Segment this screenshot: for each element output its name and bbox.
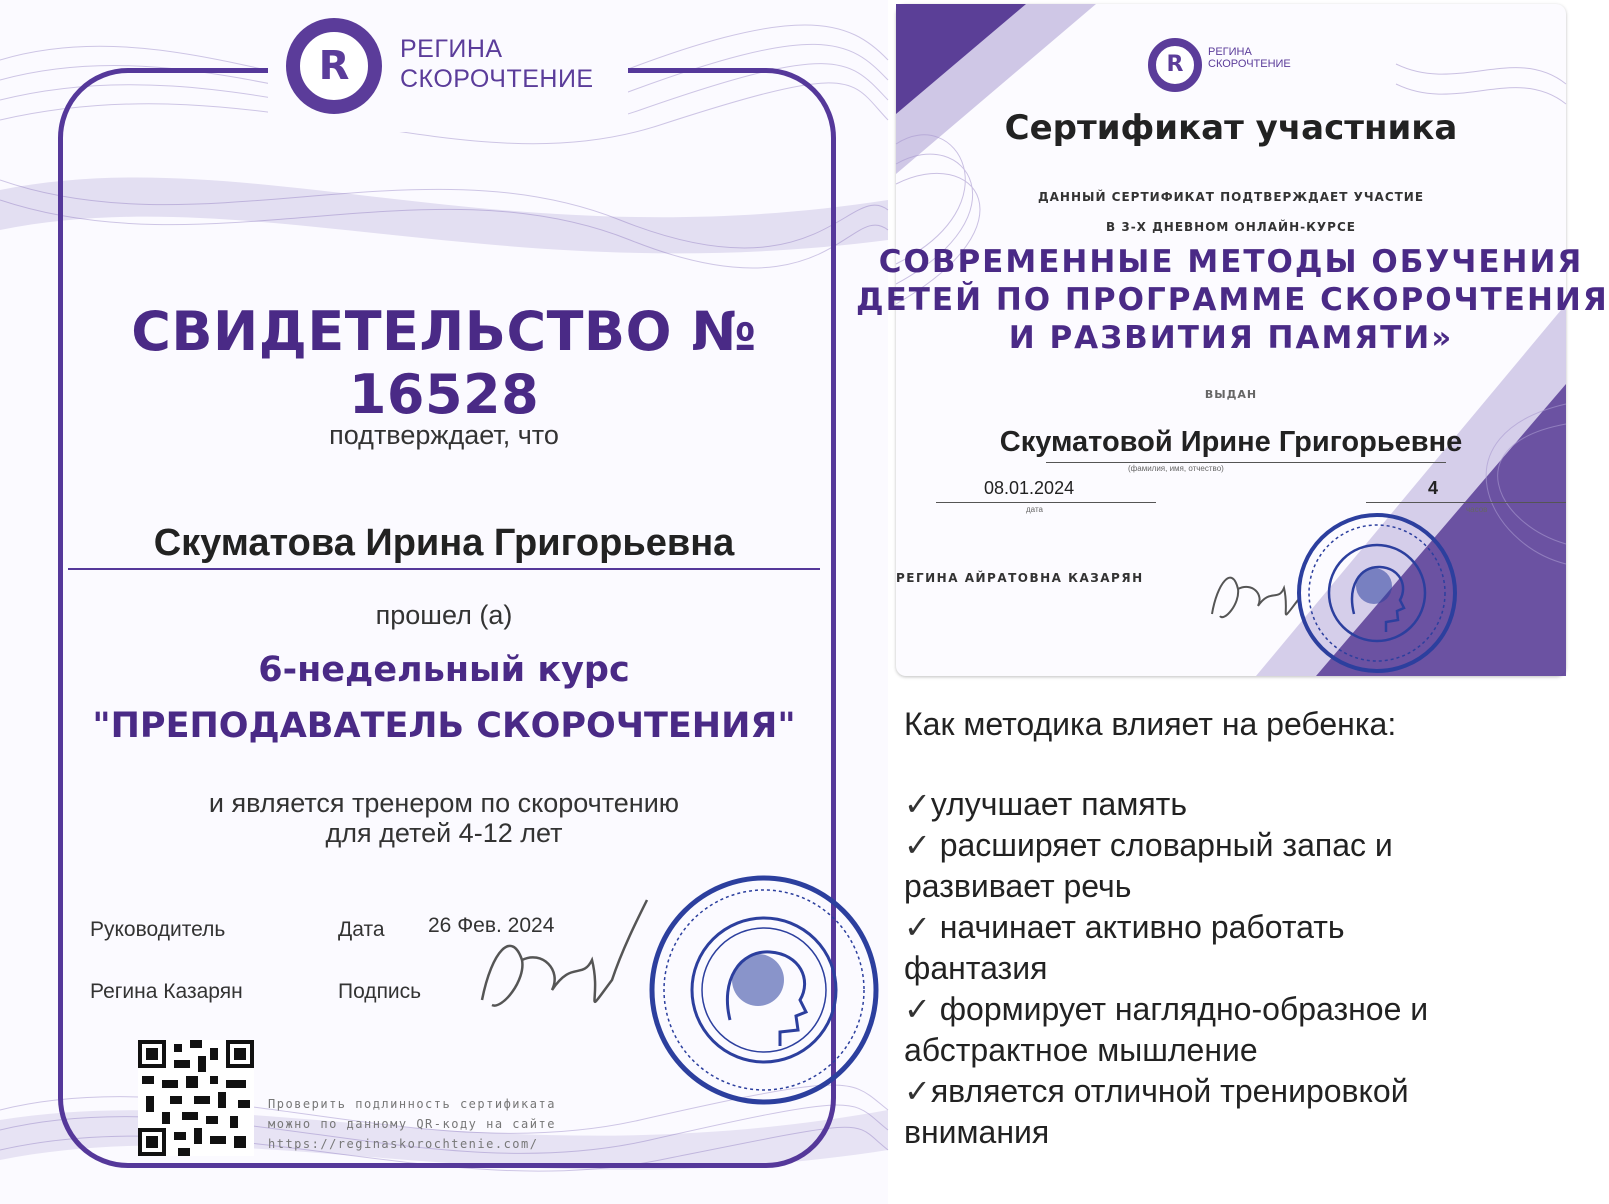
head-name: Регина Казарян <box>90 980 243 1003</box>
logo-line-1: РЕГИНА <box>400 35 503 63</box>
check-icon: ✓ <box>904 908 931 946</box>
date-value: 26 Фев. 2024 <box>428 914 555 937</box>
course-line-2: ДЕТЕЙ ПО ПРОГРАММЕ СКОРОЧТЕНИЯ <box>856 282 1609 318</box>
list-item-text: формирует наглядно-образное и <box>930 991 1429 1027</box>
qr-code <box>138 1040 254 1156</box>
name-caption: (фамилия, имя, отчество) <box>1128 464 1224 473</box>
stamp-icon <box>640 870 888 1110</box>
list-item-text-cont: абстрактное мышление <box>904 1032 1258 1068</box>
right-certificate <box>856 4 1609 676</box>
list-item-text-cont: фантазия <box>904 950 1048 986</box>
issued-label: ВЫДАН <box>1204 388 1258 401</box>
date-value: 08.01.2024 <box>984 478 1075 498</box>
date-caption: дата <box>1026 505 1043 514</box>
course-duration: 6-недельный курс <box>258 650 630 690</box>
logo-line-1: РЕГИНА <box>1208 46 1252 58</box>
list-item-text: начинает активно работать <box>930 909 1345 945</box>
date-label: Дата <box>338 918 385 941</box>
recipient-name: Скуматовой Ирине Григорьевне <box>999 426 1463 458</box>
hours-value: 4 <box>1428 478 1439 498</box>
recipient-name: Скуматова Ирина Григорьевна <box>153 522 735 564</box>
logo-line-2: СКОРОЧТЕНИЕ <box>400 65 594 93</box>
list-item <box>904 825 1594 907</box>
trainer-text <box>0 788 888 848</box>
list-item <box>904 907 1594 989</box>
benefits-heading: Как методика влияет на ребенка: <box>904 706 1397 742</box>
list-item-text-cont: внимания <box>904 1114 1050 1150</box>
subtitle-line-2: В 3-Х ДНЕВНОМ ОНЛАЙН-КУРСЕ <box>1106 220 1356 234</box>
list-item <box>904 784 1594 825</box>
logo-letter: R <box>318 43 350 89</box>
name-underline <box>68 568 820 570</box>
passed-text: прошел (а) <box>375 600 513 630</box>
course-line-1: СОВРЕМЕННЫЕ МЕТОДЫ ОБУЧЕНИЯ <box>878 244 1584 280</box>
trainer-line-2: для детей 4-12 лет <box>325 818 563 848</box>
confirms-text: подтверждает, что <box>329 420 559 450</box>
logo-line-2: СКОРОЧТЕНИЕ <box>1208 58 1291 70</box>
logo-text <box>1208 46 1291 70</box>
check-icon: ✓ <box>904 826 931 864</box>
date-underline <box>936 502 1156 503</box>
list-item-text: расширяет словарный запас и <box>930 827 1393 863</box>
signature-icon <box>462 890 662 1040</box>
signer-name: РЕГИНА АЙРАТОВНА КАЗАРЯН <box>896 571 1144 585</box>
verify-line-2: можно по данному QR-коду на сайте <box>268 1117 556 1131</box>
list-item <box>904 1071 1594 1153</box>
logo-letter: R <box>1166 52 1184 77</box>
list-item-text: улучшает память <box>930 786 1187 822</box>
certificate-title: СВИДЕТЕЛЬСТВО № 16528 <box>131 300 757 426</box>
check-icon: ✓ <box>904 1072 931 1110</box>
certificate-title: Сертификат участника <box>1004 108 1458 148</box>
signature-label: Подпись <box>338 980 422 1003</box>
verify-link[interactable]: https://reginaskorochtenie.com/ <box>268 1137 539 1151</box>
list-item-text: является отличной тренировкой <box>930 1073 1409 1109</box>
name-underline <box>1046 462 1446 463</box>
check-icon: ✓ <box>904 990 931 1028</box>
hours-underline <box>1366 502 1566 503</box>
verify-line-1: Проверить подлинность сертификата <box>268 1097 556 1111</box>
check-icon: ✓ <box>904 785 931 823</box>
head-label: Руководитель <box>90 918 226 941</box>
course-line-3: И РАЗВИТИЯ ПАМЯТИ» <box>1008 320 1454 356</box>
benefits-list <box>904 704 1594 1153</box>
stamp-icon <box>1292 510 1462 676</box>
list-item-text-cont: развивает речь <box>904 868 1132 904</box>
trainer-line-1: и является тренером по скорочтению <box>208 788 680 818</box>
hours-caption: часов <box>1466 505 1488 514</box>
list-item <box>904 989 1594 1071</box>
verification-text <box>268 1094 556 1154</box>
subtitle-line-1: ДАННЫЙ СЕРТИФИКАТ ПОДТВЕРЖДАЕТ УЧАСТИЕ <box>1037 190 1425 204</box>
logo-text <box>400 34 594 94</box>
course-name: "ПРЕПОДАВАТЕЛЬ СКОРОЧТЕНИЯ" <box>92 706 796 746</box>
